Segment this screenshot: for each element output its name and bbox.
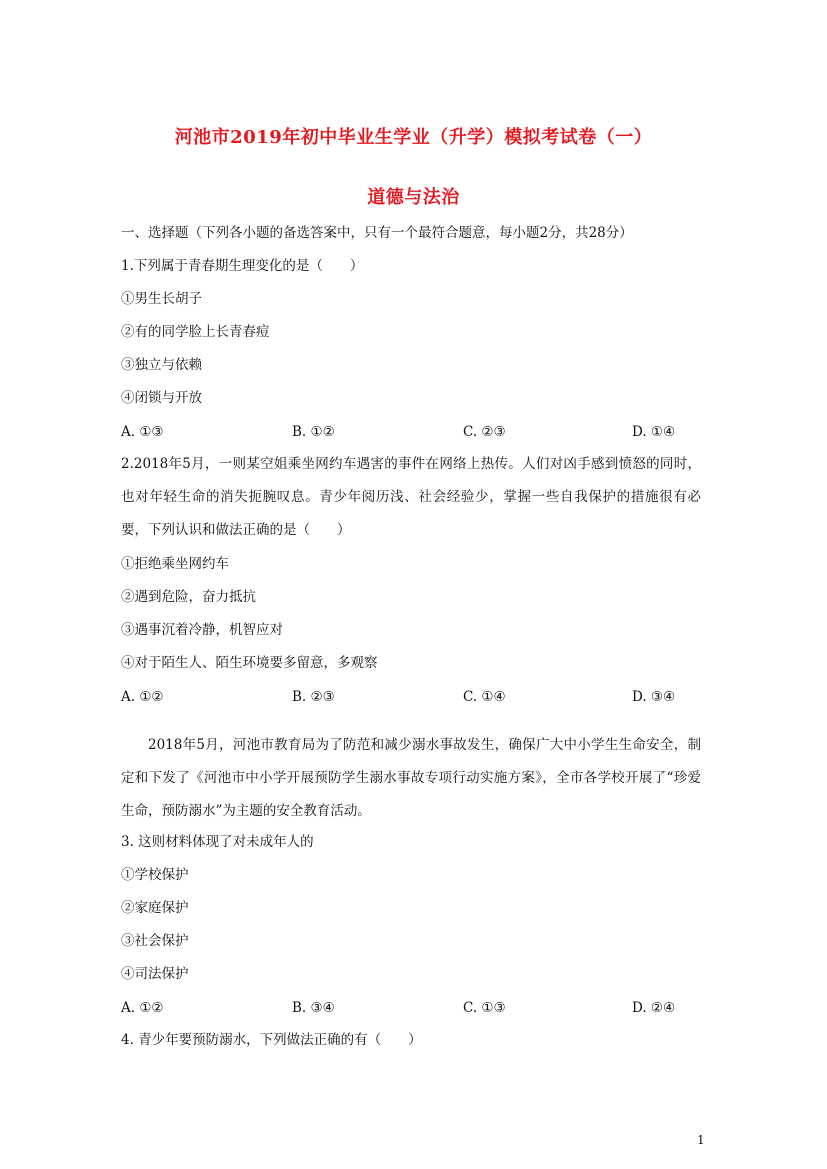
q1-item-1: ①男生长胡子 xyxy=(121,291,202,307)
q4-stem: 4. 青少年要预防溺水，下列做法正确的有（ ） xyxy=(121,1032,422,1048)
q1-item-2: ②有的同学脸上长青春痘 xyxy=(121,324,270,340)
q3-item-2: ②家庭保护 xyxy=(121,900,189,916)
q3-option-c[interactable]: C. ①③ xyxy=(463,1000,506,1016)
q1-option-c[interactable]: C. ②③ xyxy=(463,424,506,440)
section-heading: 一、选择题（下列各小题的备选答案中，只有一个最符合题意，每小题2分，共28分） xyxy=(121,225,633,241)
q2-option-b[interactable]: B. ②③ xyxy=(292,689,335,705)
q3-item-4: ④司法保护 xyxy=(121,966,189,982)
q3-option-a[interactable]: A. ①② xyxy=(121,1000,164,1016)
q2-item-1: ①拒绝乘坐网约车 xyxy=(121,556,229,572)
q3-option-d[interactable]: D. ②④ xyxy=(632,1000,676,1016)
q1-option-a[interactable]: A. ①③ xyxy=(121,424,164,440)
q1-stem: 1.下列属于青春期生理变化的是（ ） xyxy=(121,258,364,274)
subject-title: 道德与法治 xyxy=(367,187,460,208)
q2-option-c[interactable]: C. ①④ xyxy=(463,689,506,705)
q3-item-3: ③社会保护 xyxy=(121,933,189,949)
reading-material: 2018年5月，河池市教育局为了防范和减少溺水事故发生，确保广大中小学生生命安全，制定和下发了《河池市中小学开展预防学生溺水事故专项行动实施方案》，全市各学校开展了“珍爱生命，预防溺水”为主题的安全教育活动。 xyxy=(121,737,701,819)
q3-option-b[interactable]: B. ③④ xyxy=(292,1000,335,1016)
q2-item-3: ③遇事沉着冷静，机智应对 xyxy=(121,622,283,638)
q2-option-a[interactable]: A. ①② xyxy=(121,689,164,705)
q2-option-d[interactable]: D. ③④ xyxy=(632,689,676,705)
q2-stem: 2.2018年5月，一则某空姐乘坐网约车遇害的事件在网络上热传。人们对凶手感到愤怒的同时，也对年轻生命的消失扼腕叹息。青少年阅历浅、社会经验少，掌握一些自我保护的措施很有必要，下列认识和做法正确的是（ ） xyxy=(121,456,701,538)
exam-title: 河池市2019年初中毕业生学业（升学）模拟考试卷（一） xyxy=(174,127,653,148)
q3-item-1: ①学校保护 xyxy=(121,867,189,883)
q2-item-4: ④对于陌生人、陌生环境要多留意，多观察 xyxy=(121,655,378,671)
page-number: 1 xyxy=(697,1133,705,1147)
q1-item-3: ③独立与依赖 xyxy=(121,357,202,373)
q1-item-4: ④闭锁与开放 xyxy=(121,390,202,406)
q2-item-2: ②遇到危险，奋力抵抗 xyxy=(121,589,256,605)
q1-option-b[interactable]: B. ①② xyxy=(292,424,335,440)
q3-stem: 3. 这则材料体现了对未成年人的 xyxy=(121,834,314,850)
q1-option-d[interactable]: D. ①④ xyxy=(632,424,676,440)
